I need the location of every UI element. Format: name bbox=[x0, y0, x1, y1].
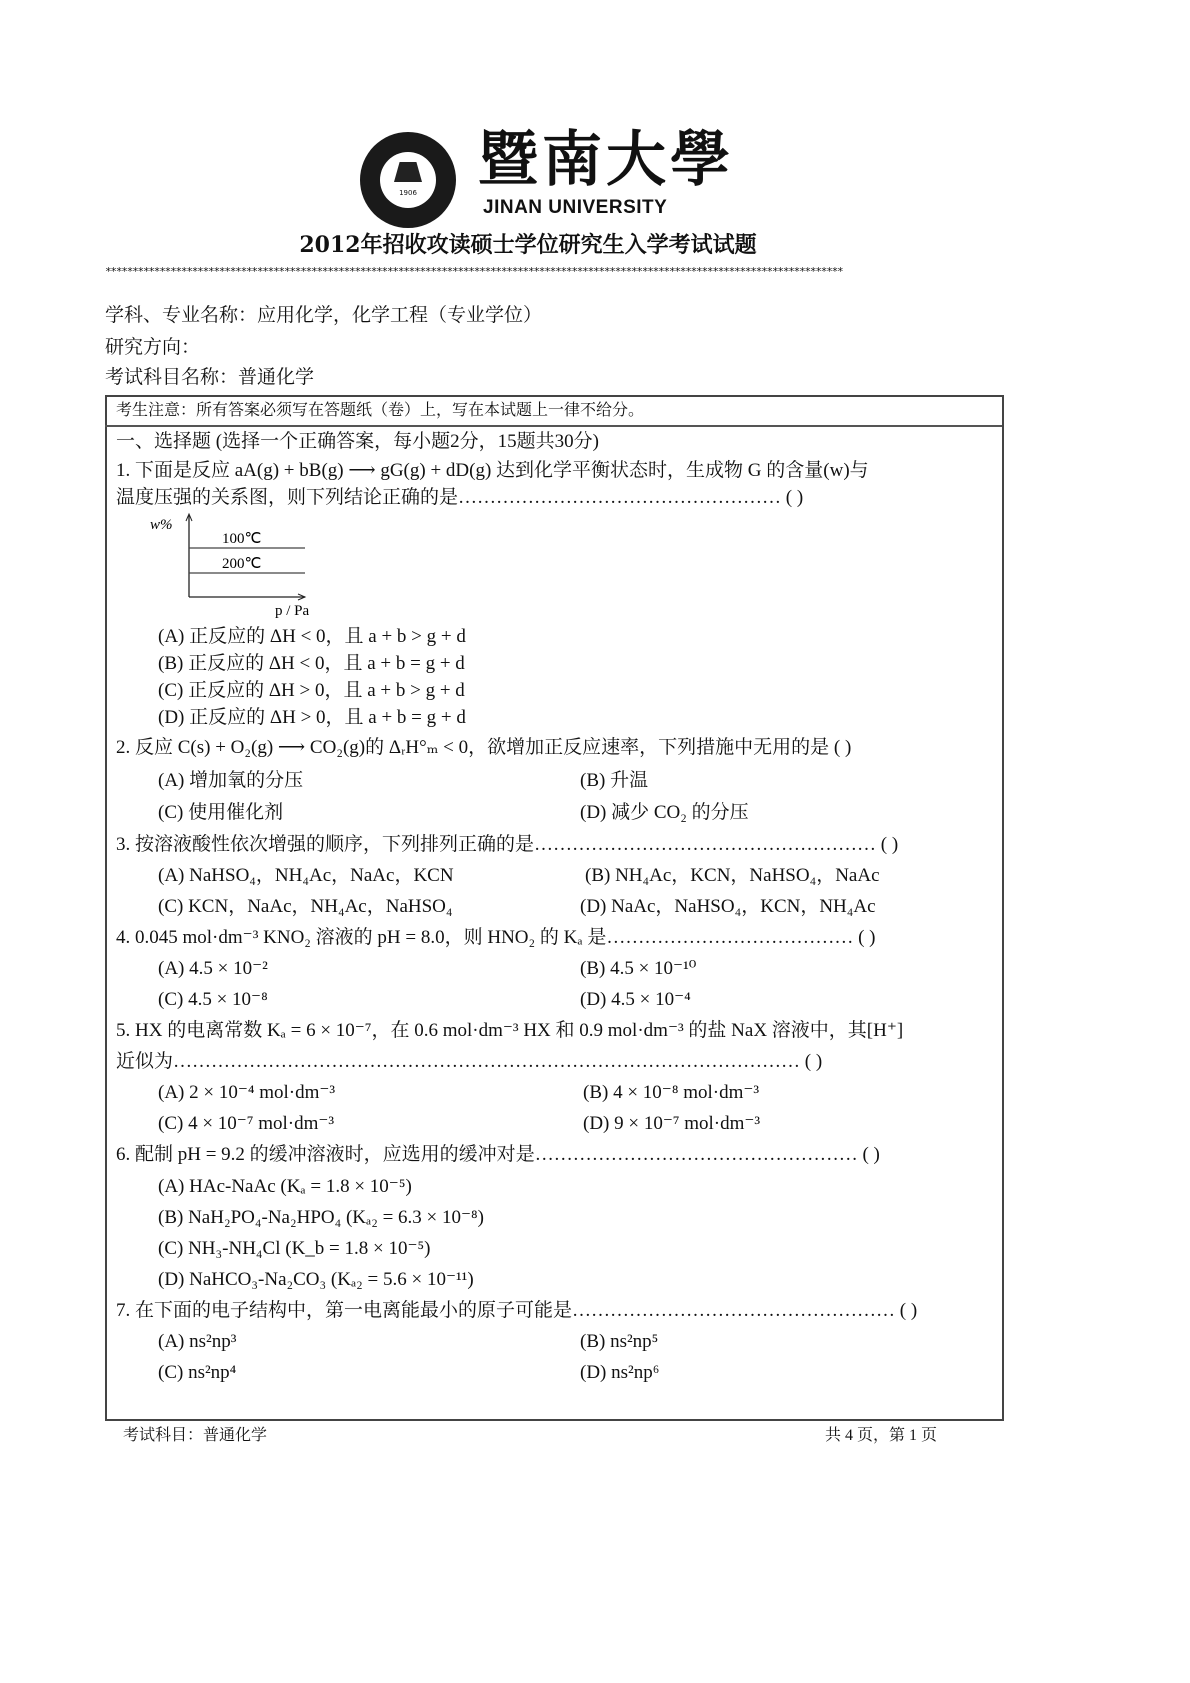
q7-option-a: (A) ns²np³ bbox=[158, 1331, 237, 1352]
q2-option-a: (A) 增加氧的分压 bbox=[158, 770, 304, 791]
q1-option-d: (D) 正反应的 ΔH > 0，且 a + b = g + d bbox=[158, 707, 466, 728]
direction-line: 研究方向： bbox=[105, 337, 201, 358]
q4-option-d: (D) 4.5 × 10⁻⁴ bbox=[580, 989, 691, 1010]
q7-option-d: (D) ns²np⁶ bbox=[580, 1362, 660, 1383]
q5-option-b: (B) 4 × 10⁻⁸ mol·dm⁻³ bbox=[583, 1082, 760, 1103]
q6-option-a: (A) HAc-NaAc (Kₐ = 1.8 × 10⁻⁵) bbox=[158, 1176, 412, 1197]
logo-english-name: JINAN UNIVERSITY bbox=[483, 197, 668, 218]
q3-stem: 3. 按溶液酸性依次增强的顺序，下列排列正确的是……………………………………………… ( ) bbox=[116, 834, 899, 855]
x-axis-label: p / Pa bbox=[275, 603, 310, 619]
q4-option-c: (C) 4.5 × 10⁻⁸ bbox=[158, 989, 268, 1010]
q1-graph bbox=[140, 511, 340, 621]
q5-option-d: (D) 9 × 10⁻⁷ mol·dm⁻³ bbox=[583, 1113, 761, 1134]
q1-option-c: (C) 正反应的 ΔH > 0，且 a + b > g + d bbox=[158, 680, 465, 701]
section-heading: 一、选择题 (选择一个正确答案，每小题2分，15题共30分) bbox=[116, 431, 599, 452]
q4-option-b: (B) 4.5 × 10⁻¹⁰ bbox=[580, 958, 697, 979]
q3-option-c: (C) KCN，NaAc，NH₄Ac，NaHSO₄ bbox=[158, 896, 453, 917]
q6-option-b: (B) NaH₂PO₄-Na₂HPO₄ (Kₐ₂ = 6.3 × 10⁻⁸) bbox=[158, 1207, 485, 1228]
q2-option-b: (B) 升温 bbox=[580, 770, 649, 791]
q4-option-a: (A) 4.5 × 10⁻² bbox=[158, 958, 268, 979]
q6-option-d: (D) NaHCO₃-Na₂CO₃ (Kₐ₂ = 5.6 × 10⁻¹¹) bbox=[158, 1269, 474, 1290]
q6-option-c: (C) NH₃-NH₄Cl (K_b = 1.8 × 10⁻⁵) bbox=[158, 1238, 431, 1259]
q5-stem-2: 近似为……………………………………………………………………………………… ( ) bbox=[116, 1051, 823, 1072]
q3-option-d: (D) NaAc，NaHSO₄，KCN，NH₄Ac bbox=[580, 896, 876, 917]
q1-option-a: (A) 正反应的 ΔH < 0，且 a + b > g + d bbox=[158, 626, 466, 647]
q6-stem: 6. 配制 pH = 9.2 的缓冲溶液时，应选用的缓冲对是…………………………………………… ( ) bbox=[116, 1144, 880, 1165]
footer-page-number: 共 4 页，第 1 页 bbox=[825, 1427, 938, 1444]
footer-course: 考试科目：普通化学 bbox=[123, 1427, 268, 1444]
q7-option-c: (C) ns²np⁴ bbox=[158, 1362, 237, 1383]
q2-option-c: (C) 使用催化剂 bbox=[158, 802, 284, 823]
notice: 考生注意：所有答案必须写在答题纸（卷）上，写在本试题上一律不给分。 bbox=[116, 402, 645, 419]
label-200c: 200℃ bbox=[222, 556, 262, 572]
notice-divider bbox=[105, 425, 1002, 427]
university-seal-icon: 1906 bbox=[360, 132, 456, 228]
star-divider: **************************************************************************************************************************************** bbox=[105, 265, 843, 278]
q1-option-b: (B) 正反应的 ΔH < 0，且 a + b = g + d bbox=[158, 653, 465, 674]
course-line: 考试科目名称：普通化学 bbox=[105, 367, 315, 388]
logo-chinese-name: 暨南大學 bbox=[478, 125, 734, 195]
q3-option-b: (B) NH₄Ac，KCN，NaHSO₄，NaAc bbox=[585, 865, 880, 886]
subject-line: 学科、专业名称：应用化学，化学工程（专业学位） bbox=[105, 305, 543, 326]
q3-option-a: (A) NaHSO₄，NH₄Ac，NaAc，KCN bbox=[158, 865, 454, 886]
q2-stem: 2. 反应 C(s) + O₂(g) ⟶ CO₂(g)的 ΔᵣH°ₘ < 0，欲增加正反应速率，下列措施中无用的是 ( ) bbox=[116, 737, 852, 758]
q7-stem: 7. 在下面的电子结构中，第一电离能最小的原子可能是…………………………………………… ( ) bbox=[116, 1300, 918, 1321]
q1-stem: 1. 下面是反应 aA(g) + bB(g) ⟶ gG(g) + dD(g) 达到化学平衡状态时，生成物 G 的含量(w)与 bbox=[116, 460, 869, 481]
q7-option-b: (B) ns²np⁵ bbox=[580, 1331, 659, 1352]
q4-stem: 4. 0.045 mol·dm⁻³ KNO₂ 溶液的 pH = 8.0，则 HNO₂ 的 Kₐ 是………………………………… ( ) bbox=[116, 927, 876, 948]
q2-option-d: (D) 减少 CO₂ 的分压 bbox=[580, 802, 749, 823]
q5-option-a: (A) 2 × 10⁻⁴ mol·dm⁻³ bbox=[158, 1082, 336, 1103]
y-axis-label: w% bbox=[150, 517, 173, 533]
q5-option-c: (C) 4 × 10⁻⁷ mol·dm⁻³ bbox=[158, 1113, 335, 1134]
q5-stem: 5. HX 的电离常数 Kₐ = 6 × 10⁻⁷，在 0.6 mol·dm⁻³ HX 和 0.9 mol·dm⁻³ 的盐 NaX 溶液中，其[H⁺] bbox=[116, 1020, 904, 1041]
q1-stem-2: 温度压强的关系图，则下列结论正确的是…………………………………………… ( ) bbox=[116, 487, 804, 508]
label-100c: 100℃ bbox=[222, 531, 262, 547]
exam-title: 2012年招收攻读硕士学位研究生入学考试试题 bbox=[299, 232, 757, 258]
